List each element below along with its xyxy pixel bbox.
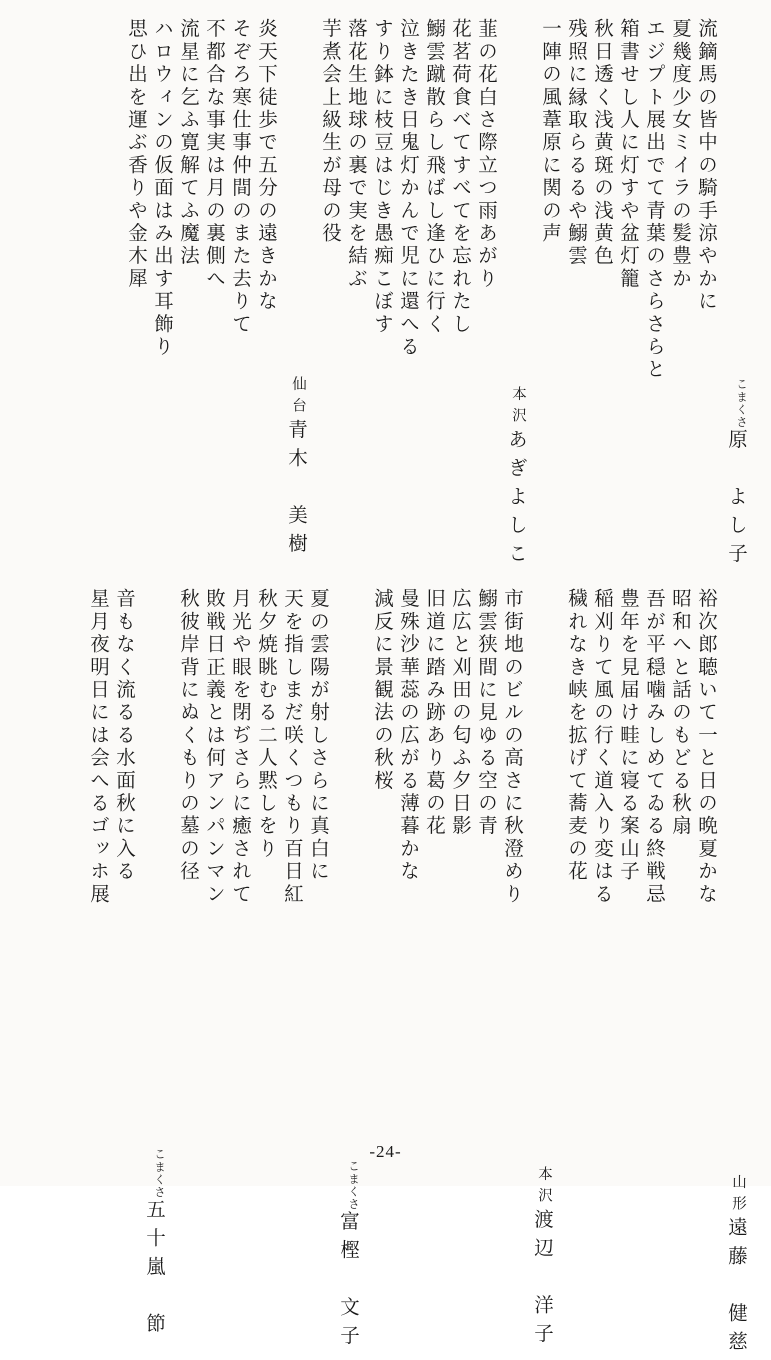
poem-line: 箱書せし人に灯すや盆灯籠	[617, 18, 638, 291]
poem-group-igarashi	[81, 588, 167, 1341]
author-name: 富樫 文子	[337, 1210, 358, 1354]
poem-group-endo	[559, 588, 749, 1360]
poem-line: 残照に縁取らるるや鰯雲	[565, 18, 586, 268]
poem-line: 旧道に踏み跡あり葛の花	[423, 588, 444, 838]
author-place: こまくさ	[153, 1148, 165, 1199]
bottom-section	[77, 588, 749, 1360]
author-block-aoki	[281, 376, 309, 562]
poem-line: 鰯雲蹴散らし飛ばし逢ひに行く	[423, 18, 444, 336]
poem-line: 一陣の風葦原に関の声	[539, 18, 560, 245]
author-name: あぎよしこ	[505, 429, 526, 572]
poem-line: 天を指しまだ咲くつもり百日紅	[281, 588, 302, 906]
page-number: -24-	[369, 1142, 402, 1161]
poem-line: 星月夜明日には会へるゴッホ展	[87, 588, 108, 906]
author-place: こまくさ	[347, 1160, 359, 1211]
poem-line: 思ひ出を運ぶ香りや金木犀	[125, 18, 146, 291]
author-name: 渡辺 洋子	[531, 1209, 552, 1352]
poem-line: すり鉢に枝豆はじき愚痴こぼす	[371, 18, 392, 336]
author-name: 原 よし子	[725, 428, 746, 572]
author-name: 青木 美樹	[285, 419, 306, 562]
poem-group-agiyoshiko	[313, 18, 529, 572]
author-block-igarashi	[139, 1148, 167, 1341]
poem-line: 流星に乞ふ寛解てふ魔法	[177, 18, 198, 268]
poem-line: 流鏑馬の皆中の騎手涼やかに	[695, 18, 716, 314]
author-block-hara	[721, 378, 749, 571]
author-block-agiyoshiko	[501, 386, 529, 572]
top-section	[115, 18, 749, 572]
poem-line: 花茗荷食べてすべてを忘れたし	[449, 18, 470, 336]
poem-line: 昭和へと話のもどる秋扇	[669, 588, 690, 838]
poem-group-aoki	[119, 18, 309, 562]
poem-line: 穢れなき峡を拡げて蕎麦の花	[565, 588, 586, 884]
poem-line: 炎天下徒歩で五分の遠きかな	[255, 18, 276, 314]
poem-group-hara	[533, 18, 749, 571]
author-block-togashi	[333, 1160, 361, 1353]
poem-group-watanabe	[365, 588, 555, 1352]
author-name: 五十嵐 節	[143, 1198, 164, 1342]
poem-line: 音もなく流るる水面秋に入る	[113, 588, 134, 884]
poem-line: 韮の花白さ際立つ雨あがり	[475, 18, 496, 291]
author-place: 本沢	[536, 1166, 552, 1209]
poem-line: 豊年を見届け畦に寝る案山子	[617, 588, 638, 884]
poem-line: 秋彼岸背にぬくもりの墓の径	[177, 588, 198, 884]
poem-group-togashi	[171, 588, 361, 1353]
poem-line: 月光や眼を閉ぢさらに癒されて	[229, 588, 250, 906]
poem-line: 泣きたき日鬼灯かんで児に還へる	[397, 18, 418, 359]
poem-line: 稲刈りて風の行く道入り変はる	[591, 588, 612, 906]
poem-line: 敗戦日正義とは何アンパンマン	[203, 588, 224, 906]
poem-line: 広広と刈田の匂ふ夕日影	[449, 588, 470, 838]
author-block-endo	[721, 1174, 749, 1360]
poem-line: 夏の雲陽が射しさらに真白に	[307, 588, 328, 884]
poem-line: 秋日透く浅黄斑の浅黄色	[591, 18, 612, 268]
poem-line: そぞろ寒仕事仲間のまた去りて	[229, 18, 250, 336]
poem-line: 曼殊沙華蕊の広がる薄暮かな	[397, 588, 418, 884]
poem-line: 芋煮会上級生が母の役	[319, 18, 340, 245]
poem-line: 裕次郎聴いて一と日の晩夏かな	[695, 588, 716, 906]
poem-line: 吾が平穏噛みしめてゐる終戦忌	[643, 588, 664, 906]
poem-line: 減反に景観法の秋桜	[371, 588, 392, 793]
poem-line: 不都合な事実は月の裏側へ	[203, 18, 224, 291]
author-place: こまくさ	[735, 378, 747, 429]
author-block-watanabe	[527, 1166, 555, 1352]
author-name: 遠藤 健慈	[725, 1217, 746, 1360]
poem-line: 市街地のビルの高さに秋澄めり	[501, 588, 522, 906]
poem-line: 夏幾度少女ミイラの髪豊か	[669, 18, 690, 291]
poem-line: 鰯雲狭間に見ゆる空の青	[475, 588, 496, 838]
author-place: 本沢	[510, 386, 526, 429]
poem-line: 落花生地球の裏で実を結ぶ	[345, 18, 366, 291]
poem-line: エジプト展出でて青葉のさらさらと	[643, 18, 664, 382]
poem-line: ハロウィンの仮面はみ出す耳飾り	[151, 18, 172, 359]
poem-line: 秋夕焼眺むる二人黙しをり	[255, 588, 276, 861]
author-place: 山形	[730, 1174, 746, 1217]
author-place: 仙台	[290, 376, 306, 419]
